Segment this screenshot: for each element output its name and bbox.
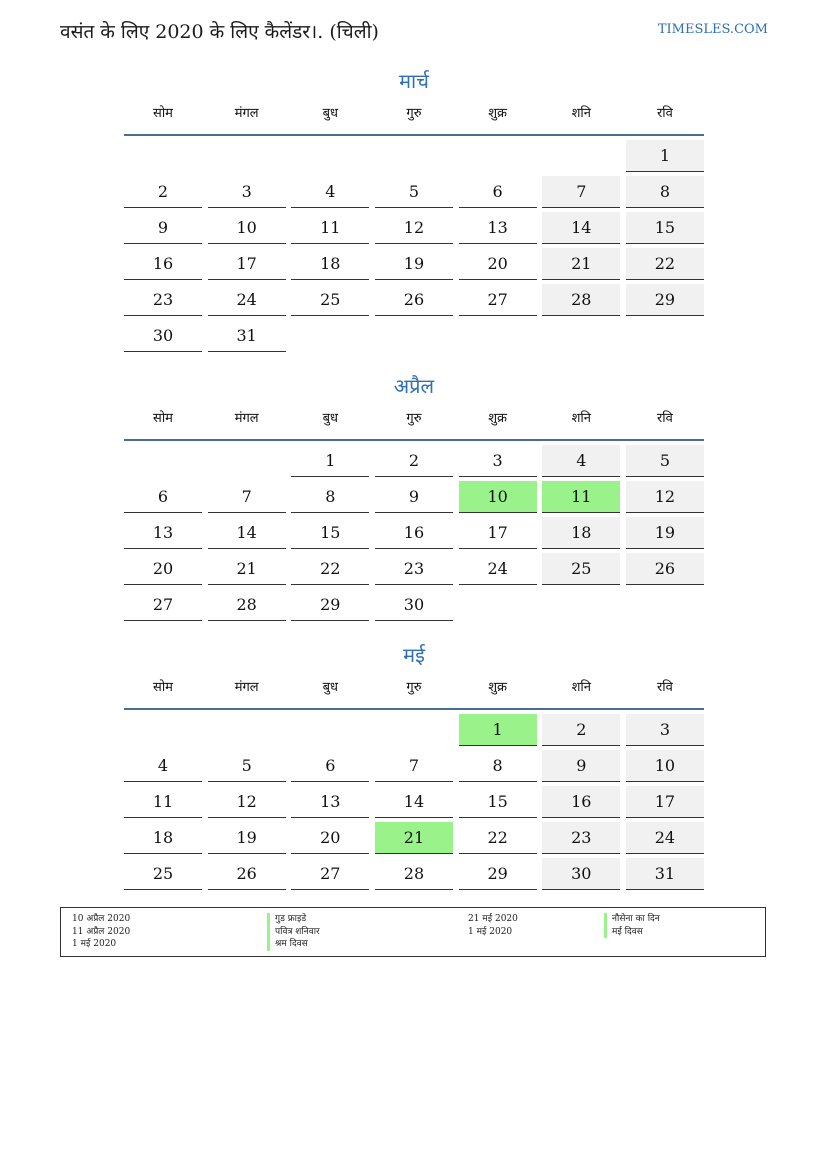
weekday-label: सोम — [153, 411, 173, 426]
day-cell: 29 — [459, 858, 537, 890]
day-cell: 4 — [291, 176, 369, 208]
day-cell: 13 — [459, 212, 537, 244]
month-grid — [124, 441, 704, 625]
day-cell: 17 — [208, 248, 286, 280]
day-cell: 5 — [626, 445, 704, 477]
day-cell: 21 — [208, 553, 286, 585]
day-cell: 24 — [626, 822, 704, 854]
site-link[interactable]: TIMESLES.COM — [657, 22, 768, 37]
week-row — [124, 714, 704, 750]
weekday-label: गुरु — [406, 411, 422, 426]
weekday-label: बुध — [322, 411, 339, 426]
weekday-label: मंगल — [234, 106, 259, 121]
day-cell: 19 — [208, 822, 286, 854]
legend-date: 11 अप्रैल 2020 — [72, 926, 131, 937]
day-cell: 11 — [542, 481, 620, 513]
weekday-label: रवि — [656, 680, 673, 695]
empty-cell — [208, 714, 286, 745]
day-cell: 18 — [124, 822, 202, 854]
day-cell: 17 — [459, 517, 537, 549]
day-cell: 25 — [124, 858, 202, 890]
day-cell: 22 — [291, 553, 369, 585]
week-row — [124, 140, 704, 176]
day-cell: 23 — [124, 284, 202, 316]
day-cell: 25 — [542, 553, 620, 585]
page-title: वसंत के लिए 2020 के लिए कैलेंडर।. (चिली) — [60, 21, 379, 43]
day-cell: 8 — [459, 750, 537, 782]
legend-dates-col1 — [72, 913, 130, 951]
week-row — [124, 858, 704, 894]
day-cell: 29 — [626, 284, 704, 316]
weekday-header — [124, 672, 704, 710]
day-cell: 6 — [291, 750, 369, 782]
day-cell: 15 — [626, 212, 704, 244]
day-cell: 23 — [542, 822, 620, 854]
day-cell: 19 — [626, 517, 704, 549]
weekday-header — [124, 403, 704, 441]
weekday-header — [124, 98, 704, 136]
weekday-label: बुध — [322, 680, 339, 695]
month-april — [124, 369, 704, 625]
weekday-label: मंगल — [234, 411, 259, 426]
week-row — [124, 481, 704, 517]
weekday-label: रवि — [656, 106, 673, 121]
day-cell: 27 — [459, 284, 537, 316]
legend-holiday-name: श्रम दिवस — [267, 938, 320, 951]
legend-holiday-name: नौसेना का दिन — [604, 913, 660, 926]
day-cell: 8 — [291, 481, 369, 513]
week-row — [124, 822, 704, 858]
day-cell: 2 — [375, 445, 453, 477]
empty-cell — [208, 140, 286, 171]
weekday-label: शनि — [571, 106, 591, 121]
day-cell: 30 — [542, 858, 620, 890]
empty-cell — [626, 589, 704, 620]
weekday-label: सोम — [153, 680, 173, 695]
weekday-label: रवि — [656, 411, 673, 426]
day-cell: 12 — [208, 786, 286, 818]
day-cell: 26 — [626, 553, 704, 585]
empty-cell — [459, 589, 537, 620]
empty-cell — [375, 320, 453, 351]
week-row — [124, 212, 704, 248]
weekday-label: बुध — [322, 106, 339, 121]
day-cell: 7 — [375, 750, 453, 782]
day-cell: 3 — [626, 714, 704, 746]
empty-cell — [459, 320, 537, 351]
day-cell: 31 — [208, 320, 286, 352]
day-cell: 13 — [124, 517, 202, 549]
legend-date: 10 अप्रैल 2020 — [72, 914, 131, 924]
empty-cell — [542, 320, 620, 351]
day-cell: 3 — [208, 176, 286, 208]
weekday-label: शनि — [571, 680, 591, 695]
day-cell: 21 — [542, 248, 620, 280]
week-row — [124, 284, 704, 320]
day-cell: 10 — [626, 750, 704, 782]
day-cell: 8 — [626, 176, 704, 208]
day-cell: 20 — [291, 822, 369, 854]
weekday-label: शुक्र — [488, 680, 508, 695]
day-cell: 25 — [291, 284, 369, 316]
day-cell: 26 — [208, 858, 286, 890]
week-row — [124, 750, 704, 786]
day-cell: 24 — [459, 553, 537, 585]
day-cell: 9 — [375, 481, 453, 513]
day-cell: 13 — [291, 786, 369, 818]
weekday-label: मंगल — [234, 680, 259, 695]
day-cell: 9 — [124, 212, 202, 244]
legend-holiday-name: पवित्र शनिवार — [267, 926, 320, 939]
empty-cell — [291, 320, 369, 351]
legend-holiday-name: गुड फ्राइडे — [267, 913, 320, 926]
day-cell: 2 — [124, 176, 202, 208]
week-row — [124, 248, 704, 284]
empty-cell — [124, 445, 202, 476]
day-cell: 29 — [291, 589, 369, 621]
day-cell: 20 — [124, 553, 202, 585]
week-row — [124, 176, 704, 212]
month-title: मार्च — [399, 69, 429, 93]
day-cell: 16 — [542, 786, 620, 818]
week-row — [124, 320, 704, 356]
day-cell: 27 — [124, 589, 202, 621]
day-cell: 11 — [124, 786, 202, 818]
day-cell: 14 — [375, 786, 453, 818]
day-cell: 10 — [459, 481, 537, 513]
day-cell: 4 — [542, 445, 620, 477]
day-cell: 16 — [124, 248, 202, 280]
day-cell: 28 — [375, 858, 453, 890]
day-cell: 20 — [459, 248, 537, 280]
day-cell: 1 — [291, 445, 369, 477]
day-cell: 18 — [542, 517, 620, 549]
day-cell: 9 — [542, 750, 620, 782]
day-cell: 26 — [375, 284, 453, 316]
day-cell: 22 — [459, 822, 537, 854]
day-cell: 10 — [208, 212, 286, 244]
day-cell: 18 — [291, 248, 369, 280]
day-cell: 22 — [626, 248, 704, 280]
month-may — [124, 638, 704, 894]
day-cell: 6 — [459, 176, 537, 208]
day-cell: 14 — [542, 212, 620, 244]
day-cell: 17 — [626, 786, 704, 818]
legend-holiday-name: मई दिवस — [604, 926, 660, 939]
month-title: अप्रैल — [393, 374, 435, 398]
week-row — [124, 786, 704, 822]
month-grid — [124, 710, 704, 894]
holiday-legend — [60, 907, 766, 957]
legend-names-col1 — [267, 913, 320, 951]
empty-cell — [124, 140, 202, 171]
day-cell: 28 — [542, 284, 620, 316]
empty-cell — [459, 140, 537, 171]
day-cell: 5 — [208, 750, 286, 782]
week-row — [124, 553, 704, 589]
day-cell: 11 — [291, 212, 369, 244]
empty-cell — [291, 140, 369, 171]
weekday-label: शुक्र — [488, 411, 508, 426]
empty-cell — [375, 714, 453, 745]
day-cell: 7 — [542, 176, 620, 208]
day-cell: 4 — [124, 750, 202, 782]
empty-cell — [542, 140, 620, 171]
day-cell: 12 — [375, 212, 453, 244]
weekday-label: गुरु — [406, 106, 422, 121]
day-cell: 14 — [208, 517, 286, 549]
week-row — [124, 517, 704, 553]
day-cell: 30 — [375, 589, 453, 621]
month-march — [124, 64, 704, 356]
weekday-label: शनि — [571, 411, 591, 426]
day-cell: 31 — [626, 858, 704, 890]
day-cell: 5 — [375, 176, 453, 208]
day-cell: 1 — [626, 140, 704, 172]
day-cell: 16 — [375, 517, 453, 549]
empty-cell — [208, 445, 286, 476]
empty-cell — [626, 320, 704, 351]
legend-date: 1 मई 2020 — [72, 939, 117, 949]
legend-names-col2 — [604, 913, 660, 938]
legend-date: 1 मई 2020 — [468, 926, 513, 937]
day-cell: 12 — [626, 481, 704, 513]
legend-dates-col2 — [468, 913, 518, 938]
day-cell: 2 — [542, 714, 620, 746]
month-title: मई — [403, 643, 425, 667]
day-cell: 19 — [375, 248, 453, 280]
day-cell: 30 — [124, 320, 202, 352]
empty-cell — [291, 714, 369, 745]
day-cell: 23 — [375, 553, 453, 585]
day-cell: 24 — [208, 284, 286, 316]
day-cell: 28 — [208, 589, 286, 621]
weekday-label: सोम — [153, 106, 173, 121]
day-cell: 21 — [375, 822, 453, 854]
empty-cell — [542, 589, 620, 620]
day-cell: 3 — [459, 445, 537, 477]
day-cell: 7 — [208, 481, 286, 513]
empty-cell — [124, 714, 202, 745]
day-cell: 6 — [124, 481, 202, 513]
weekday-label: शुक्र — [488, 106, 508, 121]
day-cell: 15 — [459, 786, 537, 818]
empty-cell — [375, 140, 453, 171]
week-row — [124, 445, 704, 481]
day-cell: 27 — [291, 858, 369, 890]
day-cell: 1 — [459, 714, 537, 746]
week-row — [124, 589, 704, 625]
legend-date: 21 मई 2020 — [468, 914, 518, 924]
day-cell: 15 — [291, 517, 369, 549]
weekday-label: गुरु — [406, 680, 422, 695]
month-grid — [124, 136, 704, 356]
